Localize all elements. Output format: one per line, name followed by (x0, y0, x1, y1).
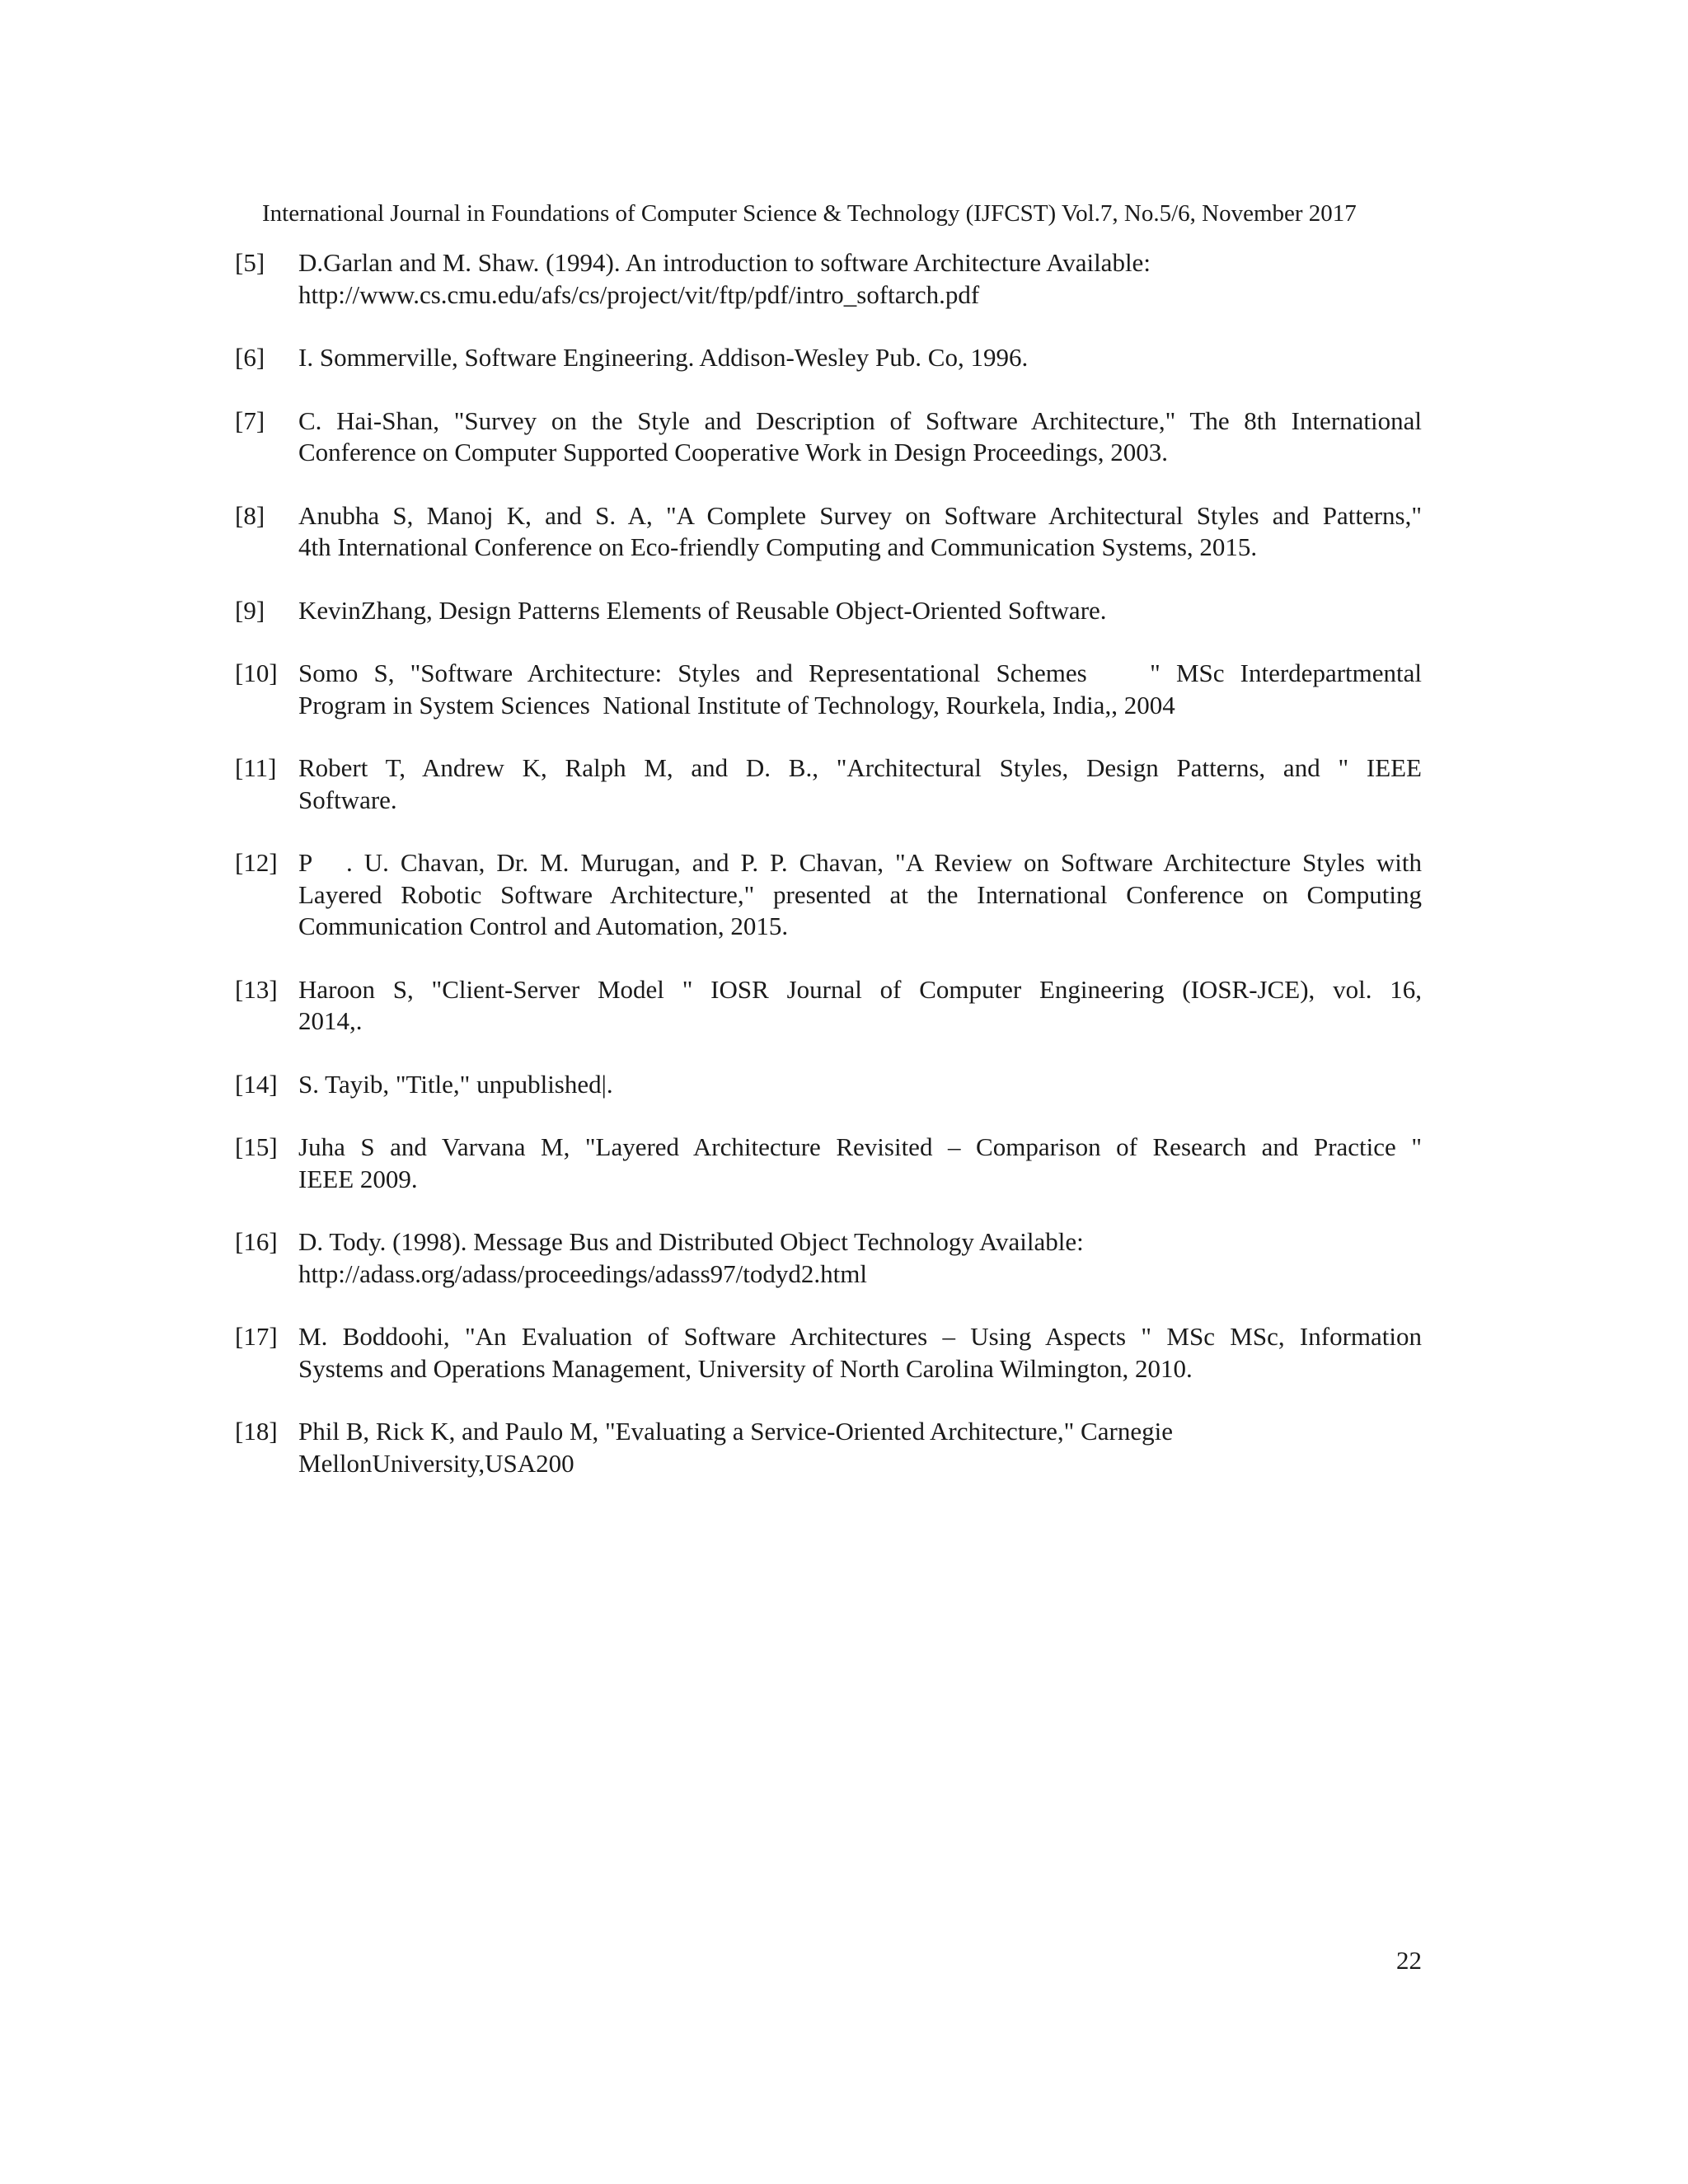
reference-line: Phil B, Rick K, and Paulo M, "Evaluating a Service-Oriented Architecture," Carnegie (298, 1417, 1173, 1446)
reference-text (298, 974, 1422, 1038)
reference-line: Program in System Sciences National Institute of Technology, Rourkela, India,, 2004 (298, 690, 1175, 719)
reference-line: MellonUniversity,USA200 (298, 1448, 574, 1478)
reference-line: 2014,. (298, 1006, 363, 1035)
reference-text (298, 1069, 1422, 1101)
reference-line: Robert T, Andrew K, Ralph M, and D. B., "Architectural Styles, Design Patterns, and " IEEE (298, 753, 1422, 782)
reference-number: [15] (235, 1132, 278, 1161)
page-number: 22 (1396, 1946, 1422, 1975)
reference-number: [7] (235, 405, 265, 435)
reference-line: Juha S and Varvana M, "Layered Architecture Revisited – Comparison of Research and Practice " (298, 1132, 1422, 1161)
reference-item (235, 847, 1422, 943)
reference-line: Systems and Operations Management, University of North Carolina Wilmington, 2010. (298, 1353, 1193, 1383)
reference-text (298, 1321, 1422, 1385)
reference-text (298, 1132, 1422, 1195)
reference-number: [13] (235, 974, 278, 1004)
reference-text (298, 1226, 1422, 1290)
reference-item (235, 752, 1422, 816)
reference-number: [14] (235, 1069, 278, 1099)
reference-line: Haroon S, "Client-Server Model " IOSR Journal of Computer Engineering (IOSR-JCE), vol. 16, (298, 974, 1422, 1004)
reference-item (235, 658, 1422, 721)
reference-line: Software. (298, 785, 397, 814)
reference-number: [5] (235, 248, 265, 277)
reference-list (235, 247, 1422, 1511)
reference-line: D. Tody. (1998). Message Bus and Distributed Object Technology Available: (298, 1227, 1084, 1256)
reference-line: C. Hai-Shan, "Survey on the Style and Description of Software Architecture," The 8th International (298, 405, 1422, 435)
reference-number: [11] (235, 753, 277, 782)
reference-text (298, 752, 1422, 816)
reference-line: Somo S, "Software Architecture: Styles and Representational Schemes " MSc Interdepartmental (298, 658, 1422, 687)
reference-number: [17] (235, 1322, 278, 1351)
reference-line: Conference on Computer Supported Cooperative Work in Design Proceedings, 2003. (298, 438, 1169, 466)
reference-line: D.Garlan and M. Shaw. (1994). An introduction to software Architecture Available: (298, 248, 1151, 277)
reference-text (298, 405, 1422, 469)
reference-number: [6] (235, 343, 265, 372)
reference-item (235, 595, 1422, 627)
reference-line: 4th International Conference on Eco-friendly Computing and Communication Systems, 2015. (298, 532, 1258, 561)
reference-number: [18] (235, 1417, 278, 1446)
reference-url: http://www.cs.cmu.edu/afs/cs/project/vit/ftp/pdf/intro_softarch.pdf (298, 279, 980, 309)
reference-number: [16] (235, 1227, 278, 1256)
reference-number: [10] (235, 658, 278, 687)
reference-text (298, 1416, 1422, 1479)
reference-text (298, 247, 1422, 311)
reference-number: [9] (235, 595, 265, 625)
reference-line: S. Tayib, "Title," unpublished|. (298, 1069, 613, 1099)
reference-text (298, 595, 1422, 627)
reference-text (298, 847, 1422, 943)
reference-item (235, 1416, 1422, 1479)
reference-line: KevinZhang, Design Patterns Elements of Reusable Object-Oriented Software. (298, 595, 1107, 625)
reference-number: [12] (235, 848, 278, 877)
reference-line: I. Sommerville, Software Engineering. Addison-Wesley Pub. Co, 1996. (298, 343, 1029, 372)
reference-item (235, 342, 1422, 374)
reference-url: http://adass.org/adass/proceedings/adass97/todyd2.html (298, 1258, 867, 1288)
reference-item (235, 1226, 1422, 1290)
reference-line: P . U. Chavan, Dr. M. Murugan, and P. P. Chavan, "A Review on Software Architecture Styles with (298, 848, 1422, 877)
reference-line: Layered Robotic Software Architecture," presented at the International Conference on Computing (298, 879, 1422, 909)
reference-line: Anubha S, Manoj K, and S. A, "A Complete Survey on Software Architectural Styles and Patterns," (298, 500, 1422, 530)
reference-line: IEEE 2009. (298, 1164, 418, 1193)
reference-text (298, 342, 1422, 374)
reference-line: M. Boddoohi, "An Evaluation of Software Architectures – Using Aspects " MSc MSc, Information (298, 1322, 1422, 1351)
reference-item (235, 405, 1422, 469)
reference-text (298, 500, 1422, 564)
reference-item (235, 1132, 1422, 1195)
reference-item (235, 974, 1422, 1038)
reference-text (298, 658, 1422, 721)
reference-line: Communication Control and Automation, 2015. (298, 912, 789, 940)
reference-item (235, 1321, 1422, 1385)
reference-number: [8] (235, 500, 265, 530)
reference-item (235, 1069, 1422, 1101)
reference-item (235, 247, 1422, 311)
running-header: International Journal in Foundations of Computer Science & Technology (IJFCST) Vol.7, No.5/6, November 2017 (262, 200, 1357, 227)
reference-item (235, 500, 1422, 564)
